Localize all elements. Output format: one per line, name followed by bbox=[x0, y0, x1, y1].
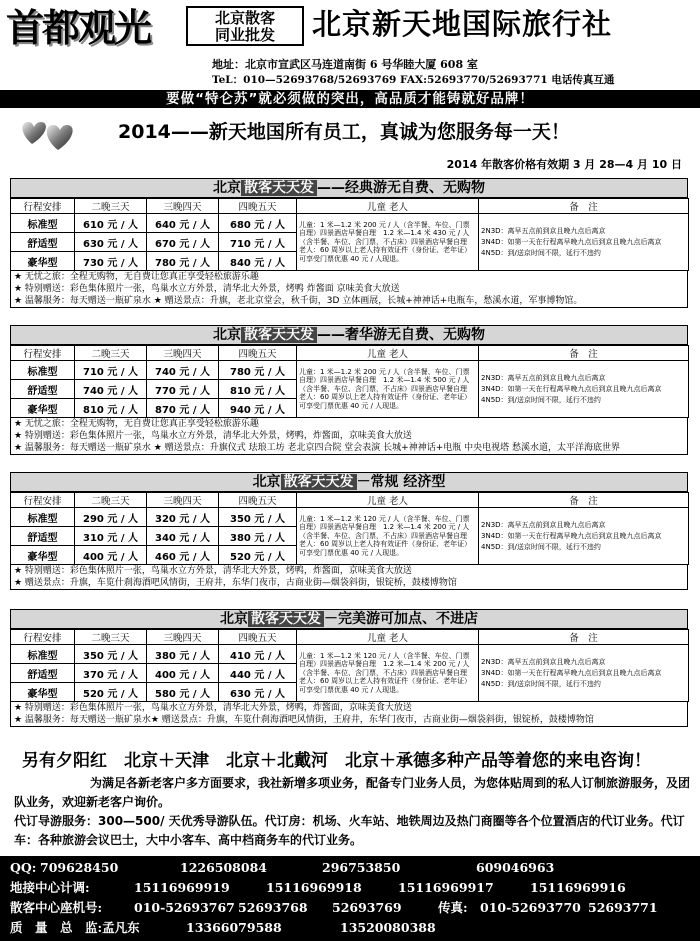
other-products: 另有夕阳红 北京＋天津 北京＋北戴河 北京＋承德多种产品等着您的来电咨询！ bbox=[22, 751, 651, 771]
dijie-row: 地接中心计调: 15116969919 15116969918 15116969917 15116969916 bbox=[10, 880, 626, 895]
contact-block bbox=[0, 856, 700, 941]
section-economy bbox=[10, 472, 688, 590]
price-table: 行程安排 二晚三天 三晚四天 四晚五天 儿童 老人 备 注 标准型 710 元 / 人 740 元 / 人 780 元 / 人 儿童：1 米—1.2 米 200 元 / 人（含半餐、车位、门票自理）四景酒店早餐自理 1.2 米—1.4 米 500 元 / 人（含半餐、车位、含门票，不占床）四景酒店早餐自理 老人：60 周岁以上老人持有效证件（身份证、老年证）可享受门票优惠 40 元 / 人现退。 2N3D：离早五点前到京且晚九点后离京 3N4D：如第一天在行程离早晚九点后到京且晚九点后离京 4N5D：到/送京时间不限，延行不违约 舒适型 740 元 / 人 770 元 / 人 810 元 / 人 豪华型 810 元 / 人 870 元 / 人 940 元 / 人 bbox=[10, 345, 689, 418]
notes: 2N3D：离早五点前到京且晚九点后离京 3N4D：如第一天在行程离早晚九点后到京且晚九点后离京 4N5D：到/送京时间不限，延行不违约 bbox=[479, 645, 689, 702]
agency-name: 北京新天地国际旅行社 bbox=[312, 7, 613, 41]
table-row: 舒适型 370 元 / 人 400 元 / 人 440 元 / 人 bbox=[11, 664, 689, 683]
intro-paragraph: 代订导游服务：300—500/ 天优秀导游队伍。代订房：机场、火车站、地铁周边及热门商圈等各个位置酒店的代订业务。代订车：各种旅游会议巴士，大中小客车、高中档商务车的代订业务。 bbox=[14, 814, 685, 847]
hearts-icon bbox=[18, 114, 78, 154]
notes: 2N3D：离早五点前到京且晚九点后离京 3N4D：如第一天在行程离早晚九点后到京且晚九点后离京 4N5D：到/送京时间不限，延行不违约 bbox=[479, 361, 689, 418]
logo: 首都观光 bbox=[6, 5, 151, 50]
table-row: 标准型 610 元 / 人 640 元 / 人 680 元 / 人 儿童：1 米—1.2 米 200 元 / 人（含半餐、车位、门票自理）四景酒店早餐自理 1.2 米—1.4 米 430 元 / 人（含半餐、车位、含门票，不占床）四景酒店早餐自理 老人：60 周岁以上老人持有效证件（身份证、老年证）可享受门票优惠 40 元 / 人现退。 2N3D：离早五点前到京且晚九点后离京 3N4D：如第一天在行程离早晚九点后到京且晚九点后离京 4N5D：到/送京时间不限，延行不违约 bbox=[11, 214, 689, 233]
motto: 2014——新天地国所有员工，真诚为您服务每一天！ bbox=[118, 121, 570, 143]
price-table: 行程安排 二晚三天 三晚四天 四晚五天 儿童 老人 备 注 标准型 290 元 / 人 320 元 / 人 350 元 / 人 儿童：1 米—1.2 米 120 元 / 人（含半餐、车位、门票自理）四景酒店早餐自理 1.2 米—1.4 米 200 元 / 人（含半餐、车位、含门票，不占床）四景酒店早餐自理 老人：60 周岁以上老人持有效证件（身份证、老年证）可享受门票优惠 40 元 / 人现退。 2N3D：离早五点前到京且晚九点后离京 3N4D：如第一天在行程离早晚九点后到京且晚九点后离京 4N5D：到/送京时间不限，延行不违约 舒适型 310 元 / 人 340 元 / 人 380 元 / 人 豪华型 400 元 / 人 460 元 / 人 520 元 / 人 bbox=[10, 492, 689, 565]
features: ★ 无忧之旅：全程无购物，无自费让您真正享受轻松旅游乐趣 ★ 特别赠送：彩色集体照片一张，鸟巢水立方外景，清华北大外景，烤鸭 炸酱面 京味美食大放送 ★ 温馨服务：每天赠送一瓶矿泉水 ★ 赠送景点：升旗，老北京堂会，秋千街，3D 立体画展，长城+神神话+电瓶车，愁溪水道，军事博物馆。 bbox=[10, 271, 688, 308]
sanke-row: 散客中心座机号: 010-52693767 52693768 52693769 传真: 010-52693770 52693771 bbox=[10, 900, 658, 915]
kid-elder-policy: 儿童：1 米—1.2 米 120 元 / 人（含半餐、车位、门票自理）四景酒店早餐自理 1.2 米—1.4 米 200 元 / 人（含半餐、车位、含门票，不占床）四景酒店早餐自理 老人：60 周岁以上老人持有效证件（身份证、老年证）可享受门票优惠 40 元 / 人现退。 bbox=[297, 645, 479, 702]
section-banner: 北京 散客天天发 ——奢华游无自费、无购物 bbox=[10, 325, 688, 345]
wholesale-box bbox=[186, 6, 304, 46]
tel-fax: TeL：010—52693768/52693769 FAX:52693770/52693771 电话传真互通 bbox=[212, 74, 615, 86]
section-banner: 北京 散客天天发 ——经典游无自费、无购物 bbox=[10, 178, 688, 198]
slogan-bar: 要做“特仑苏”就必须做的突出，高品质才能铸就好品牌！ bbox=[0, 90, 700, 108]
features: ★ 特别赠送：彩色集体照片一张，鸟巢水立方外景，清华北大外景，烤鸭，炸酱面，京味美食大放送 ★ 温馨服务：每天赠送一瓶矿泉水★ 赠送景点：升旗，车览什刹海酒吧风情街，王府井，东华门夜市，古商业街—烟袋斜街，银锭桥，鼓楼博物馆 bbox=[10, 702, 688, 727]
kid-elder-policy: 儿童：1 米—1.2 米 200 元 / 人（含半餐、车位、门票自理）四景酒店早餐自理 1.2 米—1.4 米 430 元 / 人（含半餐、车位、含门票，不占床）四景酒店早餐自理 老人：60 周岁以上老人持有效证件（身份证、老年证）可享受门票优惠 40 元 / 人现退。 bbox=[297, 214, 479, 271]
section-perfect bbox=[10, 609, 688, 727]
kid-elder-policy: 儿童：1 米—1.2 米 120 元 / 人（含半餐、车位、门票自理）四景酒店早餐自理 1.2 米—1.4 米 200 元 / 人（含半餐、车位、含门票，不占床）四景酒店早餐自理 老人：60 周岁以上老人持有效证件（身份证、老年证）可享受门票优惠 40 元 / 人现退。 bbox=[297, 508, 479, 565]
section-banner: 北京 散客天天发 －完美游可加点、不进店 bbox=[10, 609, 688, 629]
section-luxury bbox=[10, 325, 688, 455]
kid-elder-policy: 儿童：1 米—1.2 米 200 元 / 人（含半餐、车位、门票自理）四景酒店早餐自理 1.2 米—1.4 米 500 元 / 人（含半餐、车位、含门票，不占床）四景酒店早餐自理 老人：60 周岁以上老人持有效证件（身份证、老年证）可享受门票优惠 40 元 / 人现退。 bbox=[297, 361, 479, 418]
services-intro bbox=[14, 774, 690, 850]
table-row: 舒适型 740 元 / 人 770 元 / 人 810 元 / 人 bbox=[11, 380, 689, 399]
validity: 2014 年散客价格有效期 3 月 28—4 月 10 日 bbox=[446, 158, 682, 171]
table-row: 豪华型 520 元 / 人 580 元 / 人 630 元 / 人 bbox=[11, 683, 689, 702]
price-table: 行程安排 二晚三天 三晚四天 四晚五天 儿童 老人 备 注 标准型 350 元 / 人 380 元 / 人 410 元 / 人 儿童：1 米—1.2 米 120 元 / 人（含半餐、车位、门票自理）四景酒店早餐自理 1.2 米—1.4 米 200 元 / 人（含半餐、车位、含门票，不占床）四景酒店早餐自理 老人：60 周岁以上老人持有效证件（身份证、老年证）可享受门票优惠 40 元 / 人现退。 2N3D：离早五点前到京且晚九点后离京 3N4D：如第一天在行程离早晚九点后到京且晚九点后离京 4N5D：到/送京时间不限，延行不违约 舒适型 370 元 / 人 400 元 / 人 440 元 / 人 豪华型 520 元 / 人 580 元 / 人 630 元 / 人 bbox=[10, 629, 689, 702]
table-row: 豪华型 730 元 / 人 780 元 / 人 840 元 / 人 bbox=[11, 252, 689, 271]
box-line-2: 同业批发 bbox=[214, 26, 275, 44]
table-row: 舒适型 310 元 / 人 340 元 / 人 380 元 / 人 bbox=[11, 527, 689, 546]
features: ★ 特别赠送：彩色集体照片一张，鸟巢水立方外景，清华北大外景，烤鸭，炸酱面，京味美食大放送 ★ 赠送景点：升旗，车览什刹海酒吧风情街，王府井，东华门夜市，古商业街—烟袋斜街，银锭桥，鼓楼博物馆 bbox=[10, 565, 688, 590]
features: ★ 无忧之旅：全程无购物，无自费让您真正享受轻松旅游乐趣 ★ 特别赠送：彩色集体照片一张，鸟巢水立方外景，清华北大外景，烤鸭，炸酱面，京味美食大放送 ★ 温馨服务：每天赠送一瓶矿泉水 ★ 赠送景点：升旗仪式 珐琅工坊 老北京四合院 堂会表演 长城+神神话+电瓶 中央电视塔 愁溪水道，太平洋海底世界 bbox=[10, 418, 688, 455]
manager-row: 质 量 总 监:孟凡东 13366079588 13520080388 bbox=[10, 920, 436, 935]
table-row: 豪华型 810 元 / 人 870 元 / 人 940 元 / 人 bbox=[11, 399, 689, 418]
table-row: 标准型 350 元 / 人 380 元 / 人 410 元 / 人 儿童：1 米—1.2 米 120 元 / 人（含半餐、车位、门票自理）四景酒店早餐自理 1.2 米—1.4 米 200 元 / 人（含半餐、车位、含门票，不占床）四景酒店早餐自理 老人：60 周岁以上老人持有效证件（身份证、老年证）可享受门票优惠 40 元 / 人现退。 2N3D：离早五点前到京且晚九点后离京 3N4D：如第一天在行程离早晚九点后到京且晚九点后离京 4N5D：到/送京时间不限，延行不违约 bbox=[11, 645, 689, 664]
table-row: 标准型 290 元 / 人 320 元 / 人 350 元 / 人 儿童：1 米—1.2 米 120 元 / 人（含半餐、车位、门票自理）四景酒店早餐自理 1.2 米—1.4 米 200 元 / 人（含半餐、车位、含门票，不占床）四景酒店早餐自理 老人：60 周岁以上老人持有效证件（身份证、老年证）可享受门票优惠 40 元 / 人现退。 2N3D：离早五点前到京且晚九点后离京 3N4D：如第一天在行程离早晚九点后到京且晚九点后离京 4N5D：到/送京时间不限，延行不违约 bbox=[11, 508, 689, 527]
table-row: 标准型 710 元 / 人 740 元 / 人 780 元 / 人 儿童：1 米—1.2 米 200 元 / 人（含半餐、车位、门票自理）四景酒店早餐自理 1.2 米—1.4 米 500 元 / 人（含半餐、车位、含门票，不占床）四景酒店早餐自理 老人：60 周岁以上老人持有效证件（身份证、老年证）可享受门票优惠 40 元 / 人现退。 2N3D：离早五点前到京且晚九点后离京 3N4D：如第一天在行程离早晚九点后到京且晚九点后离京 4N5D：到/送京时间不限，延行不违约 bbox=[11, 361, 689, 380]
table-row: 豪华型 400 元 / 人 460 元 / 人 520 元 / 人 bbox=[11, 546, 689, 565]
intro-paragraph: 为满足各新老客户多方面要求，我社新增多项业务，配备专门业务人员，为您体贴周到的私人订制旅游服务，及团队业务，欢迎新老客户询价。 bbox=[14, 776, 691, 809]
price-table: 行程安排 二晚三天 三晚四天 四晚五天 儿童 老人 备 注 标准型 610 元 / 人 640 元 / 人 680 元 / 人 儿童：1 米—1.2 米 200 元 / 人（含半餐、车位、门票自理）四景酒店早餐自理 1.2 米—1.4 米 430 元 / 人（含半餐、车位、含门票，不占床）四景酒店早餐自理 老人：60 周岁以上老人持有效证件（身份证、老年证）可享受门票优惠 40 元 / 人现退。 2N3D：离早五点前到京且晚九点后离京 3N4D：如第一天在行程离早晚九点后到京且晚九点后离京 4N5D：到/送京时间不限，延行不违约 舒适型 630 元 / 人 670 元 / 人 710 元 / 人 豪华型 730 元 / 人 780 元 / 人 840 元 / 人 bbox=[10, 198, 689, 271]
section-classic bbox=[10, 178, 688, 308]
qq-row: QQ: 709628450 1226508084 296753850 609046963 bbox=[10, 860, 555, 875]
section-banner: 北京 散客天天发 －常规 经济型 bbox=[10, 472, 688, 492]
table-row: 舒适型 630 元 / 人 670 元 / 人 710 元 / 人 bbox=[11, 233, 689, 252]
notes: 2N3D：离早五点前到京且晚九点后离京 3N4D：如第一天在行程离早晚九点后到京且晚九点后离京 4N5D：到/送京时间不限，延行不违约 bbox=[479, 214, 689, 271]
box-line-1: 北京散客 bbox=[214, 9, 275, 27]
address: 地址：北京市宣武区马连道南街 6 号华睦大厦 608 室 bbox=[212, 58, 478, 71]
header bbox=[0, 0, 700, 88]
notes: 2N3D：离早五点前到京且晚九点后离京 3N4D：如第一天在行程离早晚九点后到京且晚九点后离京 4N5D：到/送京时间不限，延行不违约 bbox=[479, 508, 689, 565]
